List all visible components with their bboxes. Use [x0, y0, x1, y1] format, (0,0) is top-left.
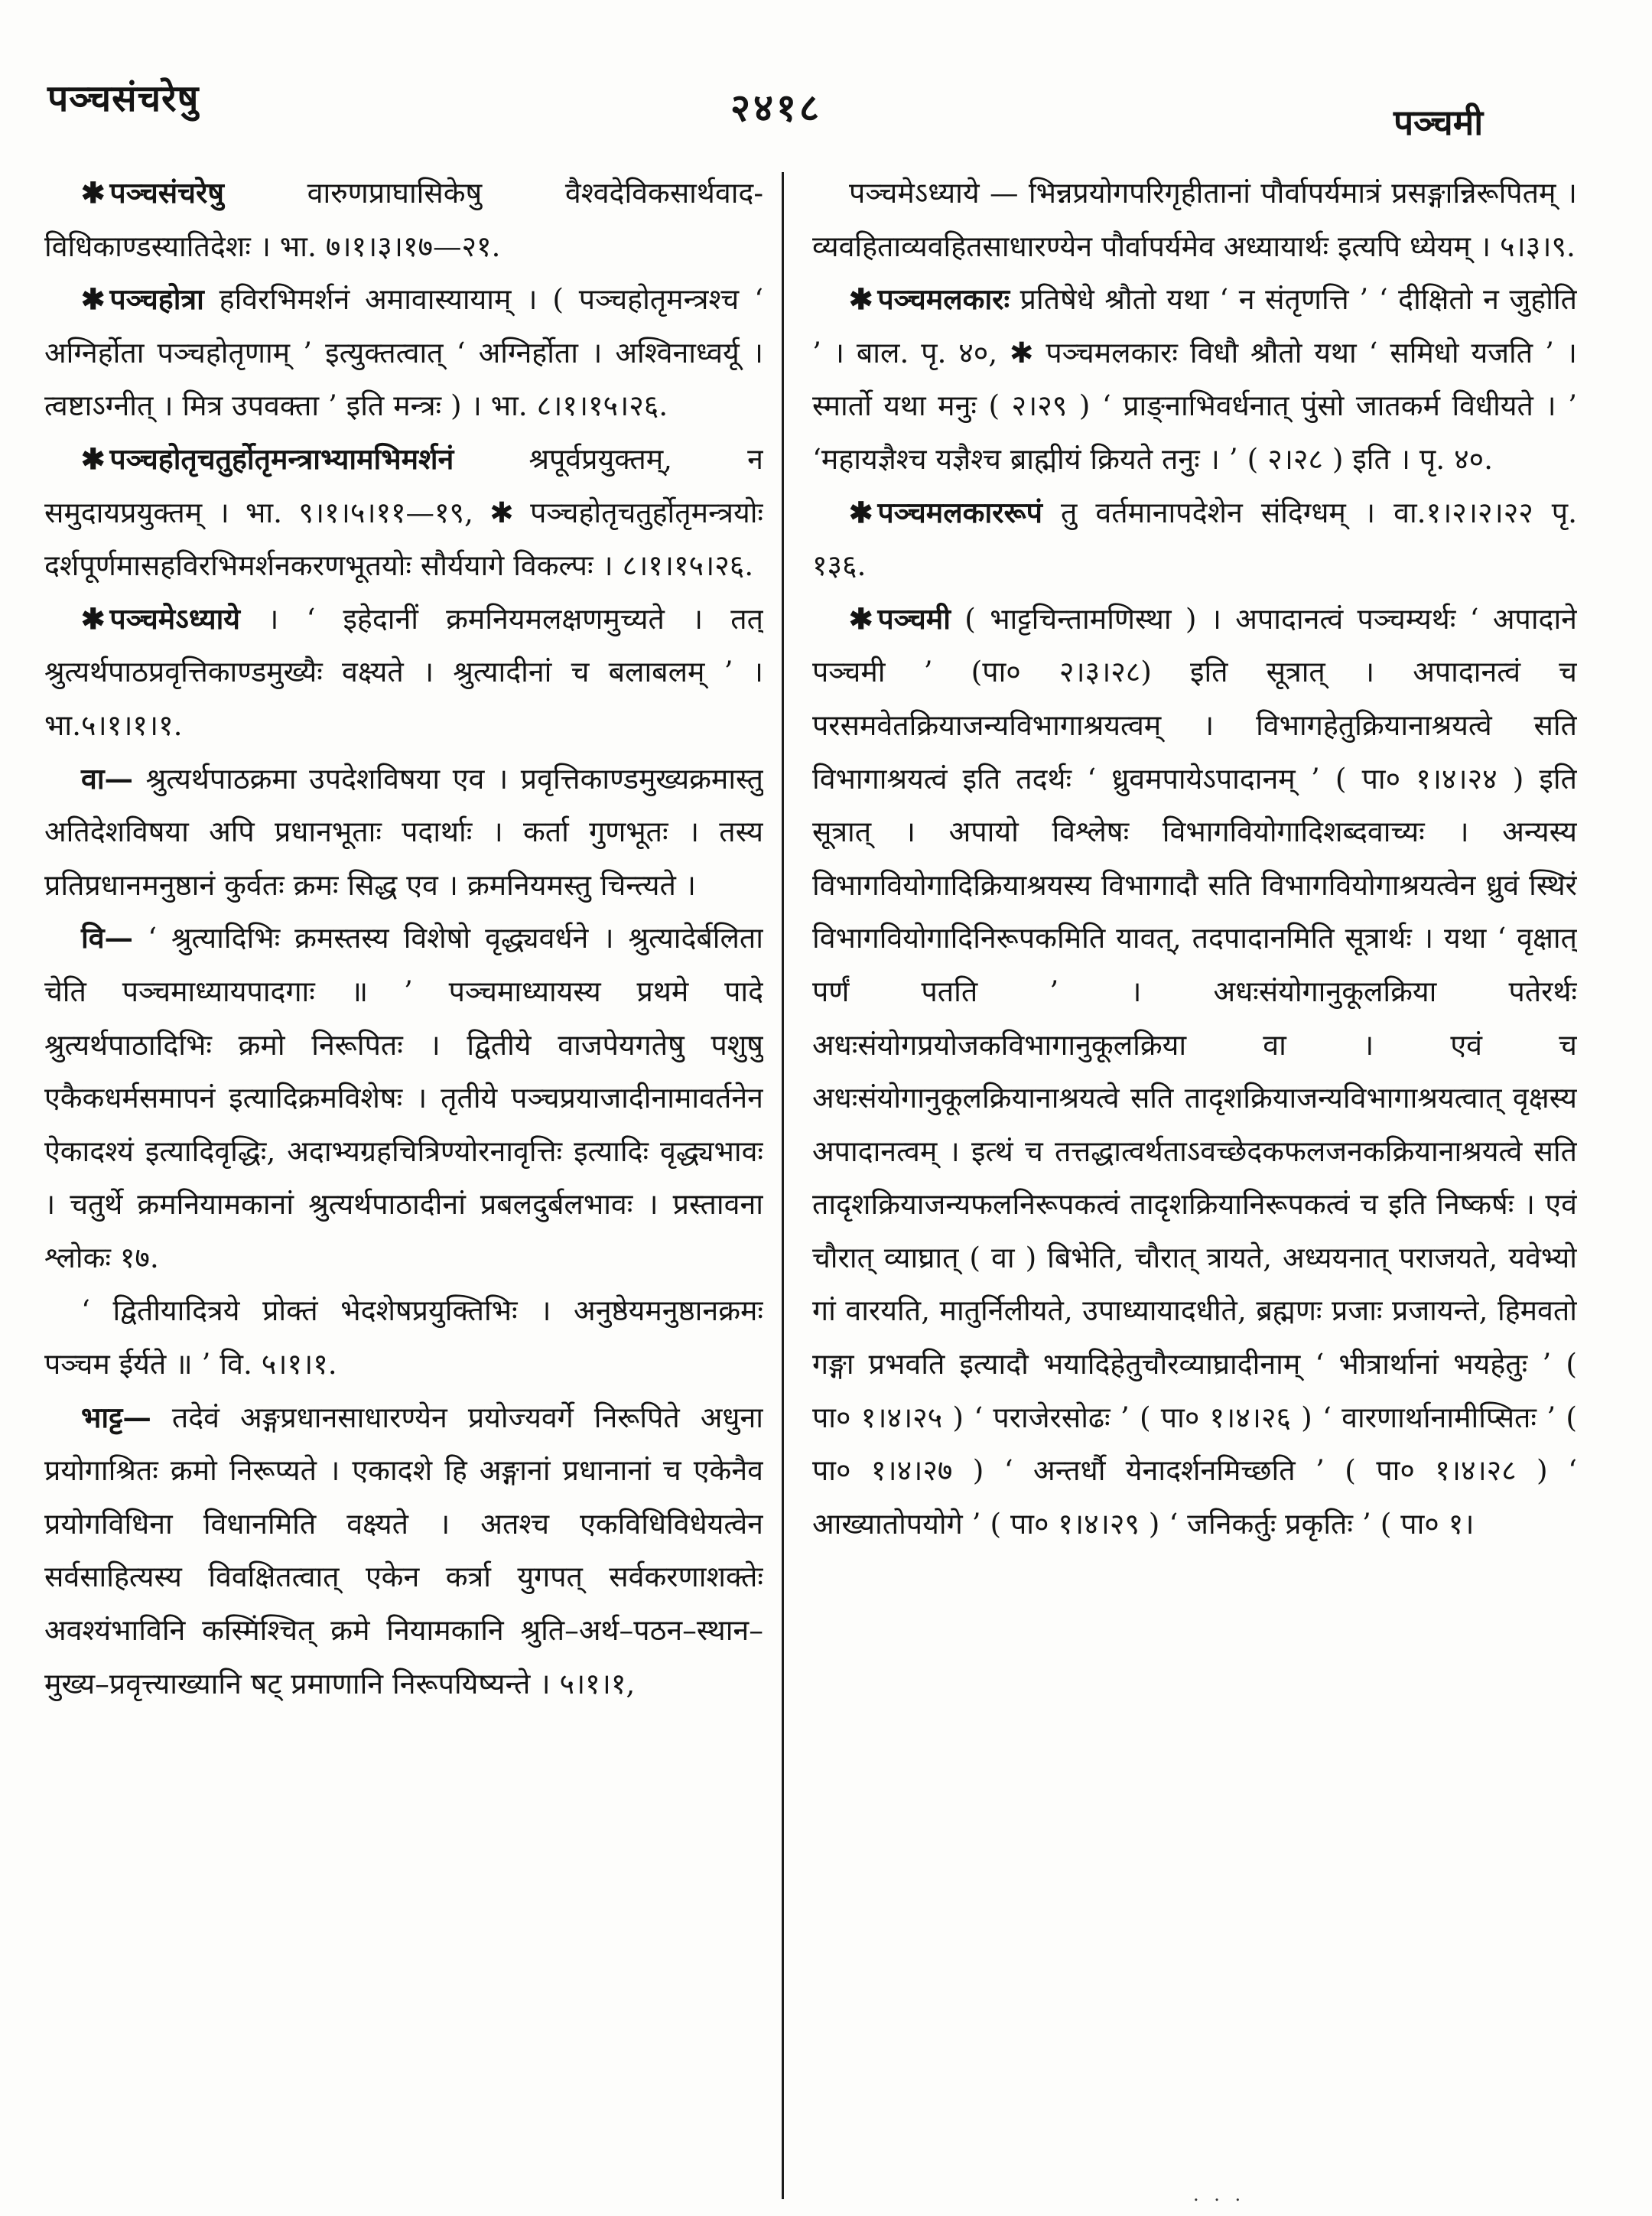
entry-text: पञ्चमेऽध्याये — भिन्नप्रयोगपरिगृहीतानां पौर्वापर्यमात्रं प्रसङ्गान्निरूपितम् । व्यवहिताव्यवहितसाधारण्येन पौर्वापर्यमेव अध्यायार्थः इत्यपि ध्येयम् । ५।३।९.: [812, 176, 1577, 263]
entry-paragraph: [812, 593, 1577, 1551]
asterisk-icon: ✱: [81, 601, 106, 636]
entry-headword: पञ्चमेऽध्याये: [109, 601, 241, 636]
entry-text: । ‘ इहेदानीं क्रमनियमलक्षणमुच्यते । तत् श्रुत्यर्थपाठप्रवृत्तिकाण्डमुख्यैः वक्ष्यते । श्रुत्यादीनां च बलाबलम् ’ । भा.५।१।१।१.: [44, 601, 763, 742]
entry-paragraph: [812, 486, 1577, 593]
entry-paragraph: [44, 593, 763, 753]
asterisk-icon: ✱: [81, 441, 106, 476]
entry-paragraph: [44, 433, 763, 593]
left-column: [44, 167, 763, 2201]
right-column: [812, 167, 1577, 2201]
asterisk-icon: ✱: [849, 282, 873, 317]
entry-text: श्रपूर्वप्रयुक्तम्, न समुदायप्रयुक्तम् । भा. ९।१।५।११—१९, ✱ पञ्चहोतृचतुर्होतृमन्त्रयोः दर्शपूर्णमासहविरभिमर्शनकरणभूतयोः सौर्ययागे विकल्पः । ८।१।१५।२६.: [44, 441, 763, 583]
column-divider: [782, 172, 784, 2199]
entry-headword: पञ्चसंचरेषु: [109, 176, 224, 210]
page-specks: . . .: [1193, 2184, 1246, 2205]
entry-text: वारुणप्राघासिकेषु वैश्वदेविकसार्थवाद-विधिकाण्डस्यातिदेशः । भा. ७।१।३।१७—२१.: [44, 176, 763, 263]
entry-paragraph: [44, 167, 763, 273]
entry-paragraph: [44, 1284, 763, 1391]
entry-text: तदेवं अङ्गप्रधानसाधारण्येन प्रयोज्यवर्गे निरूपिते अधुना प्रयोगाश्रितः क्रमो निरूप्यते । एकादशे हि अङ्गानां प्रधानानां च एकेनैव प्रयोगविधिना विधानमिति वक्ष्यते । अतश्च एकविधिविधेयत्वेन सर्वसाहित्यस्य विवक्षितत्वात् एकेन कर्त्रा युगपत् सर्वकरणाशक्तेः अवश्यंभाविनि कस्मिंश्चित् क्रमे नियामकानि श्रुति–अर्थ–पठन–स्थान–मुख्य–प्रवृत्त्याख्यानि षट् प्रमाणानि निरूपयिष्यन्ते । ५।१।१,: [44, 1400, 763, 1700]
entry-paragraph: [44, 1391, 763, 1711]
entry-paragraph: [812, 167, 1577, 273]
entry-headword: पञ्चमलकाररूपं: [877, 495, 1042, 529]
asterisk-icon: ✱: [849, 601, 873, 636]
entry-text: ‘ द्वितीयादित्रये प्रोक्तं भेदशेषप्रयुक्तिभिः । अनुष्ठेयमनुष्ठानक्रमः पञ्चम ईर्यते ॥ ’ वि. ५।१।१.: [44, 1293, 763, 1381]
entry-text: ( भाट्टचिन्तामणिस्था ) । अपादानत्वं पञ्चम्यर्थः ‘ अपादाने पञ्चमी ’ (पा० २।३।२८) इति सूत्रात् । अपादानत्वं च परसमवेतक्रियाजन्यविभागाश्रयत्वम् । विभागहेतुक्रियानाश्रयत्वे सति विभागाश्रयत्वं इति तदर्थः ‘ ध्रुवमपायेऽपादानम् ’ ( पा० १।४।२४ ) इति सूत्रात् । अपायो विश्लेषः विभागवियोगादिशब्दवाच्यः । अन्यस्य विभागवियोगादिक्रियाश्रयस्य विभागादौ सति विभागवियोगाश्रयत्वेन ध्रुवं स्थिरं विभागवियोगादिनिरूपकमिति यावत्, तदपादानमिति सूत्रार्थः । यथा ‘ वृक्षात् पर्णं पतति ’ । अधःसंयोगानुकूलक्रिया पतेरर्थः अधःसंयोगप्रयोजकविभागानुकूलक्रिया वा । एवं च अधःसंयोगानुकूलक्रियानाश्रयत्वे सति तादृशक्रियाजन्यविभागाश्रयत्वात् वृक्षस्य अपादानत्वम् । इत्थं च तत्तद्धात्वर्थताऽवच्छेदकफलजनकक्रियानाश्रयत्वे सति तादृशक्रियाजन्यफलनिरूपकत्वं तादृशक्रियानिरूपकत्वं च इति निष्कर्षः । एवं चौरात् व्याघ्रात् ( वा ) बिभेति, चौरात् त्रायते, अध्ययनात् पराजयते, यवेभ्यो गां वारयति, मातुर्निलीयते, उपाध्यायादधीते, ब्रह्मणः प्रजाः प्रजायन्ते, हिमवतो गङ्गा प्रभवति इत्यादौ भयादिहेतुचौरव्याघ्रादीनाम् ‘ भीत्रार्थानां भयहेतुः ’ ( पा० १।४।२५ ) ‘ पराजेरसोढः ’ ( पा० १।४।२६ ) ‘ वारणार्थानामीप्सितः ’ ( पा० १।४।२७ ) ‘ अन्तर्धौ येनादर्शनमिच्छति ’ ( पा० १।४।२८ ) ‘ आख्यातोपयोगे ’ ( पा० १।४।२९ ) ‘ जनिकर्तुः प्रकृतिः ’ ( पा० १।: [812, 601, 1577, 1541]
entry-text: प्रतिषेधे श्रौतो यथा ‘ न संतृणत्ति ’ ‘ दीक्षितो न जुहोति ’ । बाल. पृ. ४०, ✱ पञ्चमलकारः विधौ श्रौतो यथा ‘ समिधो यजति ’ । स्मार्तो यथा मनुः ( २।२९ ) ‘ प्राङ्नाभिवर्धनात् पुंसो जातकर्म विधीयते । ’ ‘महायज्ञैश्च यज्ञैश्च ब्राह्मीयं क्रियते तनुः । ’ ( २।२८ ) इति । पृ. ४०.: [812, 282, 1577, 476]
entry-paragraph: [44, 273, 763, 433]
running-head-left: पञ्चसंचरेषु: [47, 77, 200, 120]
entry-headword: भाट्ट—: [81, 1400, 151, 1434]
entry-headword: पञ्चहोतृचतुर्होतृमन्त्राभ्यामभिमर्शनं: [109, 441, 454, 476]
entry-paragraph: [812, 273, 1577, 486]
entry-text: हविरभिमर्शनं अमावास्यायाम् । ( पञ्चहोतृमन्त्रश्च ‘ अग्निर्होता पञ्चहोतृणाम् ’ इत्युक्तत्वात् ‘ अग्निर्होता । अश्विनाध्वर्यू । त्वष्टाऽग्नीत् । मित्र उपवक्ता ’ इति मन्त्रः ) । भा. ८।१।१५।२६.: [44, 282, 763, 423]
entry-headword: पञ्चमी: [877, 601, 951, 636]
entry-text: तु वर्तमानापदेशेन संदिग्धम् । वा.१।२।२।२२ पृ. १३६.: [812, 495, 1577, 583]
asterisk-icon: ✱: [81, 176, 106, 210]
entry-text: ‘ श्रुत्यादिभिः क्रमस्तस्य विशेषो वृद्ध्यवर्धने । श्रुत्यादेर्बलिता चेति पञ्चमाध्यायपादगाः ॥ ’ पञ्चमाध्यायस्य प्रथमे पादे श्रुत्यर्थपाठादिभिः क्रमो निरूपितः । द्वितीये वाजपेयगतेषु पशुषु एकैकधर्मसमापनं इत्यादिक्रमविशेषः । तृतीये पञ्चप्रयाजादीनामावर्तनेन ऐकादश्यं इत्यादिवृद्धिः, अदाभ्यग्रहचित्रिण्योरनावृत्तिः इत्यादिः वृद्ध्यभावः । चतुर्थे क्रमनियामकानां श्रुत्यर्थपाठादीनां प्रबलदुर्बलभावः । प्रस्तावना श्लोकः १७.: [44, 921, 763, 1274]
entry-headword: वा—: [81, 761, 134, 796]
entry-paragraph: [44, 912, 763, 1284]
entry-headword: पञ्चमलकारः: [877, 282, 1010, 317]
asterisk-icon: ✱: [81, 282, 106, 317]
entry-text: श्रुत्यर्थपाठक्रमा उपदेशविषया एव । प्रवृत्तिकाण्डमुख्यक्रमास्तु अतिदेशविषया अपि प्रधानभूताः पदार्थाः । कर्ता गुणभूतः । तस्य प्रतिप्रधानमनुष्ठानं कुर्वतः क्रमः सिद्ध एव । क्रमनियमस्तु चिन्त्यते ।: [44, 761, 763, 902]
entry-headword: वि—: [81, 921, 134, 955]
entry-headword: पञ्चहोत्रा: [109, 282, 204, 317]
running-head-right: पञ्चमी: [1393, 102, 1484, 143]
page-number: २४१८: [730, 85, 822, 130]
entry-paragraph: [44, 753, 763, 913]
page-header: [0, 0, 1652, 153]
asterisk-icon: ✱: [849, 495, 873, 529]
